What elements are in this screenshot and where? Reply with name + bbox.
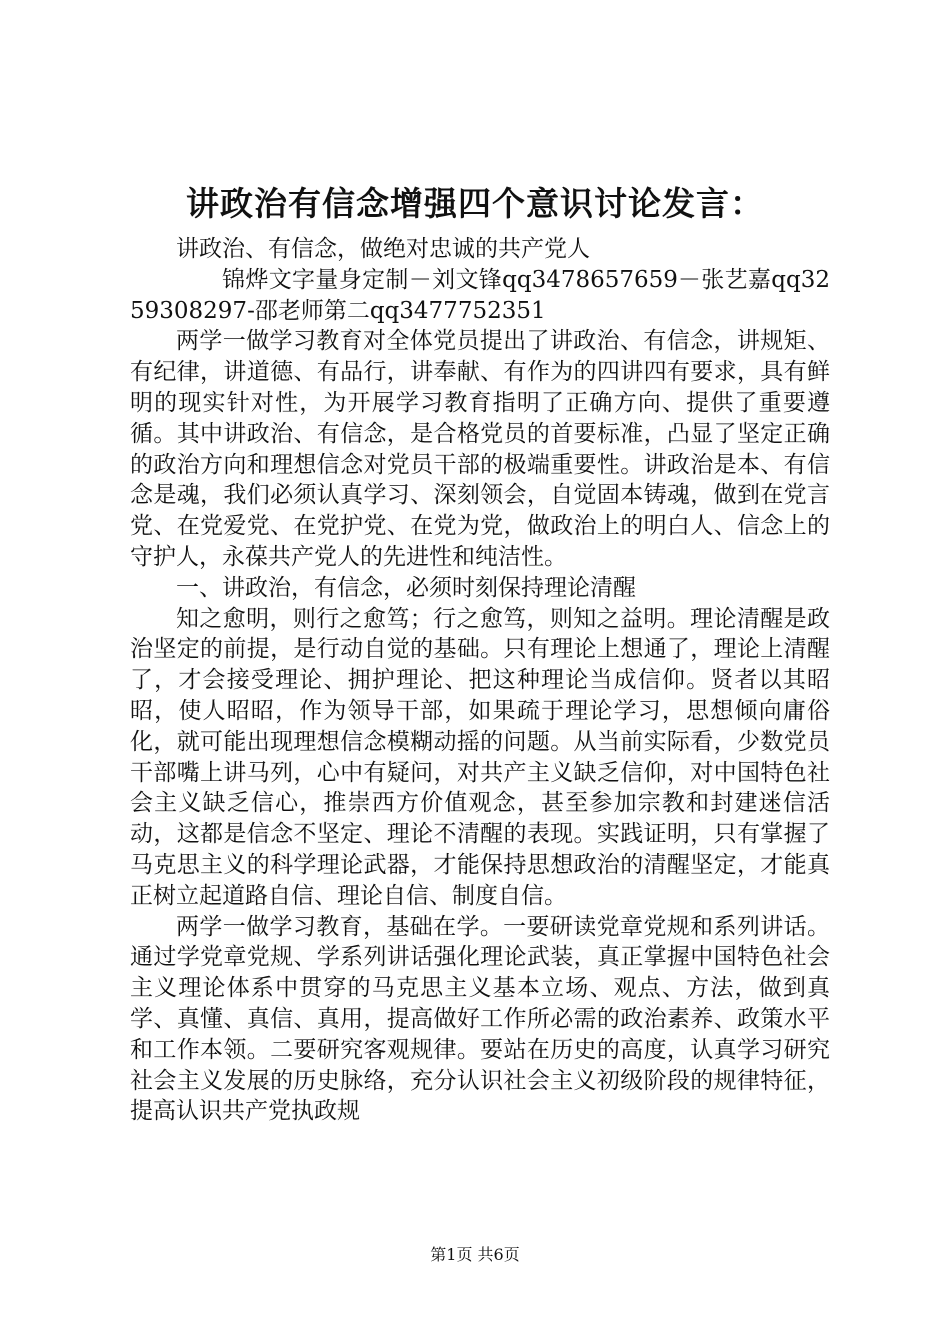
credit-line: 锦烨文字量身定制－刘文锋qq3478657659－张艺嘉qq3259308297-邵老师第二qq3477752351 [130, 266, 830, 324]
paragraph: 知之愈明，则行之愈笃；行之愈笃，则知之益明。理论清醒是政治坚定的前提，是行动自觉的基础。只有理论上想通了，理论上清醒了，才会接受理论、拥护理论、把这种理论当成信仰。贤者以其昭昭，使人昭昭，作为领导干部，如果疏于理论学习，思想倾向庸俗化，就可能出现理想信念模糊动摇的问题。从当前实际看，少数党员干部嘴上讲马列，心中有疑问，对共产主义缺乏信仰，对中国特色社会主义缺乏信心，推崇西方价值观念，甚至参加宗教和封建迷信活动，这都是信念不坚定、理论不清醒的表现。实践证明，只有掌握了马克思主义的科学理论武器，才能保持思想政治的清醒坚定，才能真正树立起道路自信、理论自信、制度自信。 [130, 605, 830, 909]
document-title: 讲政治有信念增强四个意识讨论发言： [186, 184, 764, 223]
document-body [130, 234, 830, 1127]
page-footer: 第1页 共6页 [430, 1245, 520, 1264]
paragraph: 两学一做学习教育，基础在学。一要研读党章党规和系列讲话。通过学党章党规、学系列讲话强化理论武装，真正掌握中国特色社会主义理论体系中贯穿的马克思主义基本立场、观点、方法，做到真学、真懂、真信、真用，提高做好工作所必需的政治素养、政策水平和工作本领。二要研究客观规律。要站在历史的高度，认真学习研究社会主义发展的历史脉络，充分认识社会主义初级阶段的规律特征，提高认识共产党执政规 [130, 913, 830, 1125]
paragraph: 两学一做学习教育对全体党员提出了讲政治、有信念，讲规矩、有纪律，讲道德、有品行，讲奉献、有作为的四讲四有要求，具有鲜明的现实针对性，为开展学习教育指明了正确方向、提供了重要遵循。其中讲政治、有信念，是合格党员的首要标准，凸显了坚定正确的政治方向和理想信念对党员干部的极端重要性。讲政治是本、有信念是魂，我们必须认真学习、深刻领会，自觉固本铸魂，做到在党言党、在党爱党、在党护党、在党为党，做政治上的明白人、信念上的守护人，永葆共产党人的先进性和纯洁性。 [130, 328, 830, 570]
section-heading: 一、讲政治，有信念，必须时刻保持理论清醒 [176, 574, 636, 601]
subtitle: 讲政治、有信念，做绝对忠诚的共产党人 [176, 236, 590, 262]
